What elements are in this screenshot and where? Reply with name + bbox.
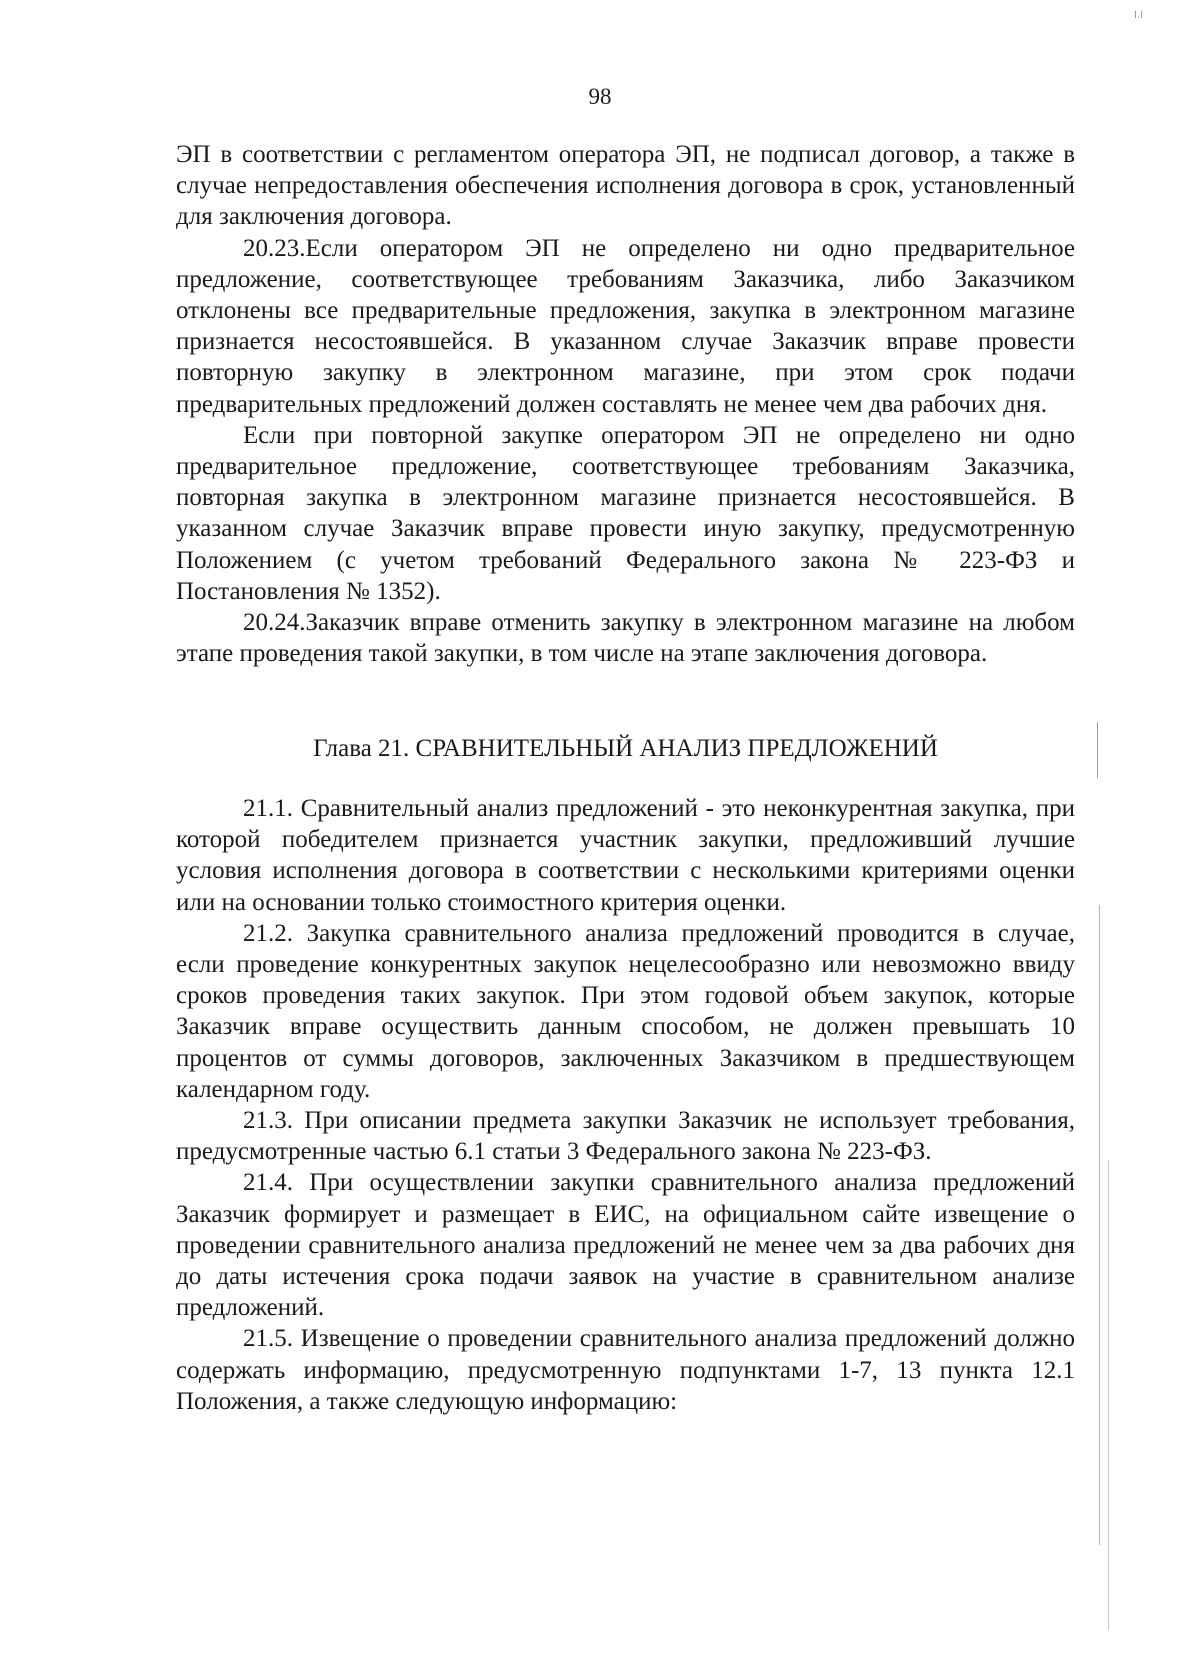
- paragraph-21-4: 21.4. При осуществлении закупки сравнительного анализа предложений Заказчик формирует и размещает в ЕИС, на официальном сайте извещение о проведении сравнительного анализа предложений не менее чем за два рабочих дня до даты истечения срока подачи заявок на участие в сравнительном анализе предложений.: [176, 1169, 1075, 1322]
- paragraph-20-23: 20.23.Если оператором ЭП не определено ни одно предварительное предложение, соответствующее требованиям Заказчика, либо Заказчиком отклонены все предварительные предложения, закупка в электронном магазине признается несостоявшейся. В указанном случае Заказчик вправе провести повторную закупку в электронном магазине, при этом срок подачи предварительных предложений должен составлять не менее чем два рабочих дня.: [176, 234, 1075, 418]
- paragraph-21-1: 21.1. Сравнительный анализ предложений - это неконкурентная закупка, при которой победителем признается участник закупки, предложивший лучшие условия исполнения договора в соответствии с несколькими критериями оценки или на основании только стоимостного критерия оценки.: [176, 795, 1075, 916]
- scan-corner-mark: I.I: [1134, 10, 1144, 21]
- paragraph-21-2: 21.2. Закупка сравнительного анализа предложений проводится в случае, если проведение конкурентных закупок нецелесообразно или невозможно ввиду сроков проведения таких закупок. При этом годовой объем закупок, которые Заказчик вправе осуществить данным способом, не должен превышать 10 процентов от суммы договоров, заключенных Заказчиком в предшествующем календарном году.: [176, 919, 1075, 1103]
- scan-edge-line: [1099, 905, 1100, 1545]
- paragraph-repeat-purchase: Если при повторной закупке оператором ЭП не определено ни одно предварительное предложение, соответствующее требованиям Заказчика, повторная закупка в электронном магазине признается несостоявшейся. В указанном случае Заказчик вправе провести иную закупку, предусмотренную Положением (с учетом требований Федерального закона № 223-ФЗ и Постановления № 1352).: [176, 421, 1075, 605]
- paragraph-21-3: 21.3. При описании предмета закупки Заказчик не использует требования, предусмотренные частью 6.1 статьи 3 Федерального закона № 223-ФЗ.: [176, 1107, 1075, 1166]
- page-number: 98: [588, 84, 612, 109]
- paragraph-21-5: 21.5. Извещение о проведении сравнительного анализа предложений должно содержать информацию, предусмотренную подпунктами 1-7, 13 пункта 12.1 Положения, а также следующую информацию:: [176, 1325, 1075, 1415]
- scan-edge-line: [1097, 722, 1098, 778]
- scan-edge-line: [1108, 1160, 1109, 1630]
- paragraph-20-24: 20.24.Заказчик вправе отменить закупку в электронном магазине на любом этапе проведения такой закупки, в том числе на этапе заключения договора.: [176, 609, 1075, 668]
- text-block-bottom: [176, 793, 1075, 1417]
- paragraph-continuation: ЭП в соответствии с регламентом оператора ЭП, не подписал договор, а также в случае непредоставления обеспечения исполнения договора в срок, установленный для заключения договора.: [176, 141, 1075, 231]
- chapter-heading-block: [176, 733, 1075, 764]
- text-block-top: [176, 139, 1075, 669]
- chapter-heading: Глава 21. СРАВНИТЕЛЬНЫЙ АНАЛИЗ ПРЕДЛОЖЕНИЙ: [313, 735, 938, 762]
